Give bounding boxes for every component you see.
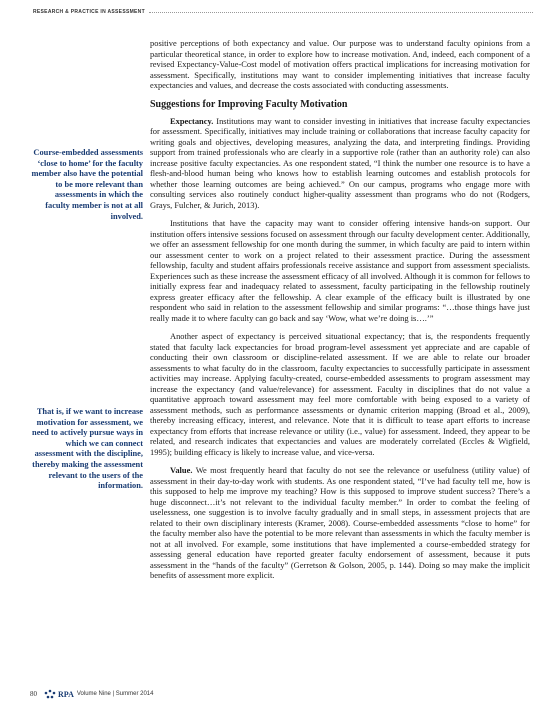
rpa-logo-text: RPA [58,689,74,699]
paragraph-value-text: We most frequently heard that faculty do not see the relevance or usefulness (utility value) of assessment in their day-to-day work with students. As one respondent stated, “I’ve had faculty tell me, how is this supposed to help me improve my teaching? How is this supposed to improve student success? There’s a huge disconnect…it’s not relevant to the individual faculty member.” In order to combat the feeling of uselessness, one suggestion is to involve faculty gradually and in small steps, in assessment projects that are related to their own disciplinary interests (Kramer, 2008). Course-embedded assessments “close to home” for the faculty member also have the potential to be more relevant than assessments in which the faculty member is not at all involved. For example, some institutions that have implemented a course-embedded strategy for assessing general education have reported greater faculty endorsement of assessment, because it puts assessment in the “hands of the faculty” (Gerretson & Golson, 2005, p. 144). Doing so may make the implicit benefits of assessment more explicit. [150,465,530,580]
paragraph-intro: positive perceptions of both expectancy and value. Our purpose was to understand faculty opinions from a particular theoretical stance, in order to explore how to increase motivation. And, indeed, each component of a revised Expectancy-Value-Cost model of motivation offers practical implications for increasing motivation for assessment. Specifically, institutions may want to consider implementing initiatives that increase faculty expectancies and values, and decrease the costs associated with conducting assessments. [150,38,530,90]
running-head-text: RESEARCH & PRACTICE IN ASSESSMENT [33,9,145,15]
rpa-logo [43,688,74,700]
paragraph-expectancy-text: Institutions may want to consider investing in initiatives that increase faculty expectancies for assessment. Specifically, initiatives may include training or collaborations that increase faculty capacity for writing goals and objectives, developing measures, analyzing the data, and interpreting findings. Providing support from trained professionals who are clearly in a supportive role (rather than an authority role) can also increase positive faculty expectancies. As one respondent stated, “I think the number one resource is to have a flesh-and-blood human being who knows how to establish learning outcomes and establish protocols for whether those learning outcomes are being achieved.” On our campus, programs who engage more with consulting services also routinely conduct higher-quality assessment than programs who do not (Rodgers, Grays, Fulcher, & Jurich, 2013). [150,115,530,210]
paragraph-expectancy [150,116,530,211]
body-column [150,38,530,589]
issue-info: Volume Nine | Summer 2014 [76,691,154,697]
pull-quote-1: Course-embedded assessments ‘close to home’ for the faculty member also have the potential to be more relevant than assessments in which the faculty member is not at all involved. [31,148,143,221]
pull-quote-2: That is, if we want to increase motivation for assessment, we need to actively pursue ways in which we can connect assessment with the discipline, thereby making the assessment relevant to the users of the information. [32,407,143,491]
running-head [33,9,533,15]
footer [30,688,153,700]
paragraph-value [150,465,530,581]
section-heading: Suggestions for Improving Faculty Motivation [150,98,348,110]
rpa-logo-icon [43,688,57,700]
running-head-rule [149,11,533,13]
paragraph-hands-on-support: Institutions that have the capacity may want to consider offering intensive hands-on support. Our institution offers intensive sessions focused on assessment through our faculty development center. Additionally, we offer an assessment fellowship for one month during the summer, in which faculty are paid to intern within our assessment center to work on a project related to their assessment practice. During the assessment fellowship, faculty and student affairs professionals receive assistance and support from assessment specialists. Experiences such as these increase the assessment efficacy of all involved. Although it is common for fellows to initially express fear and inadequacy related to assessment, faculty participating in the fellowship routinely express greater efficacy after the fellowship. A clear example of the efficacy built is illustrated by one respondent who said in relation to the assessment fellowship and similar programs: “…those things have just really made it to where faculty can go back and say ‘Wow, what we’re doing is….’” [150,218,530,323]
page-number: 80 [30,690,37,698]
run-in-heading-value: Value. [170,465,193,475]
paragraph-situational-expectancy: Another aspect of expectancy is perceived situational expectancy; that is, the respondents frequently stated that faculty lack expectancies for broad program-level assessment yet appreciate and are capable of conducting their own classroom or discipline-related assessment. If we are able to relate our broader assessments to what faculty do in the classroom, faculty expectancies to successfully participate in assessment activities may increase. Applying faculty-created, course-embedded assessments to program assessment may increase the expectancy (and value/relevance) for assessment. Faculty in disciplines that do not value a quantitative approach toward assessment may feel more comfortable with being exposed to a variety of assessment methods, such as performance assessments or dynamic criterion mapping (Broad et al., 2009), thereby increasing efficacy, interest, and relevance. Note that it is difficult to tease apart efforts to increase expectancy from efforts that increase relevance or utility (i.e., value) for assessment. Indeed, they appear to be related, and research indicates that expectancies and values are moderately correlated (Eccles & Wigfield, 1995); building efficacy is likely to increase value, and vice-versa. [150,331,530,457]
run-in-heading-expectancy: Expectancy. [170,115,214,126]
